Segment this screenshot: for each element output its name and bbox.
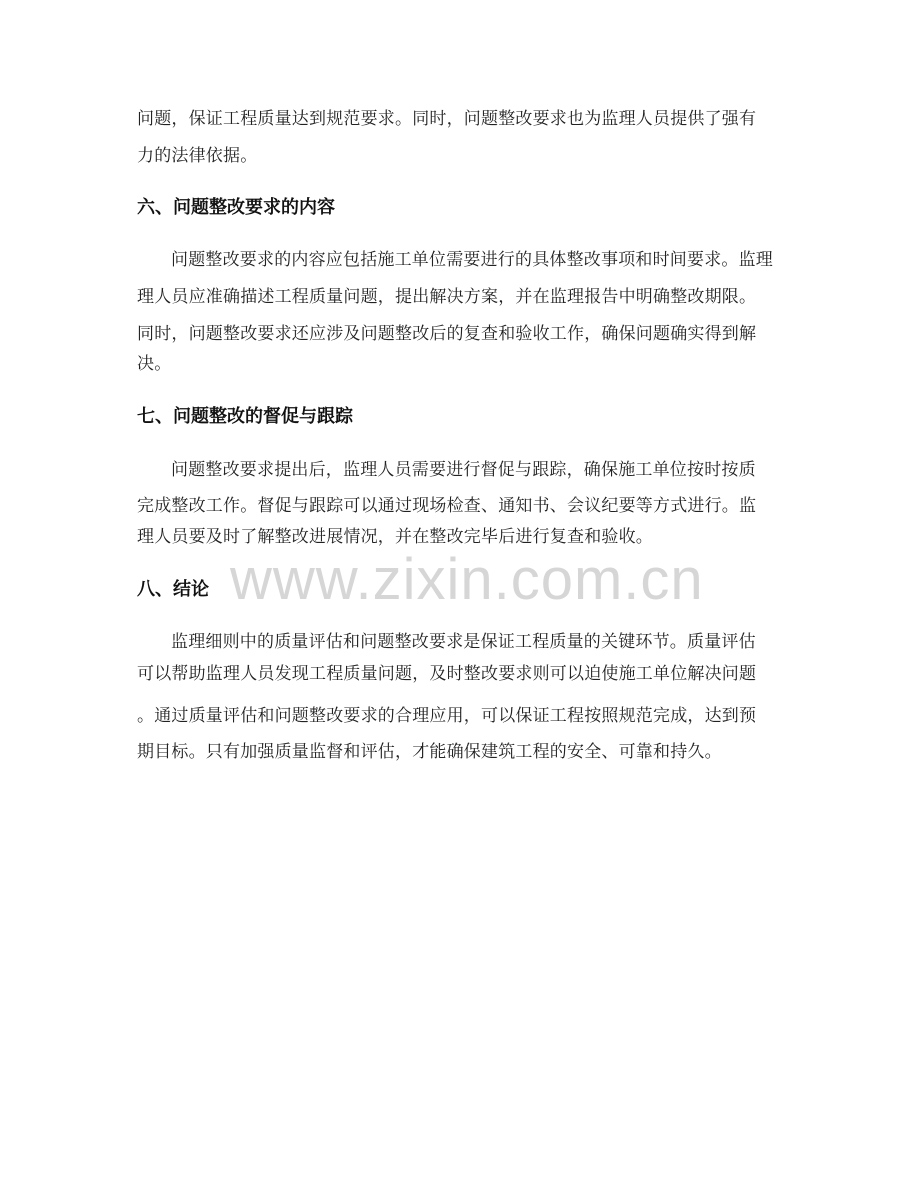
section-heading-8: 八、结论 [137, 579, 209, 600]
section-7-line-3: 理人员要及时了解整改进展情况，并在整改完毕后进行复查和验收。 [137, 527, 653, 547]
section-6-line-4: 决。 [137, 354, 172, 374]
section-heading-7: 七、问题整改的督促与跟踪 [137, 406, 353, 427]
section-6-line-2: 理人员应准确描述工程质量问题，提出解决方案，并在监理报告中明确整改期限。 [137, 287, 757, 307]
section-8-line-4: 期目标。只有加强质量监督和评估，才能确保建筑工程的安全、可靠和持久。 [137, 742, 722, 762]
watermark: www.zixin.com.cn [230, 547, 704, 612]
section-7-line-2: 完成整改工作。督促与跟踪可以通过现场检查、通知书、会议纪要等方式进行。监 [137, 496, 757, 516]
section-heading-6: 六、问题整改要求的内容 [137, 197, 335, 218]
section-8-line-3: 。通过质量评估和问题整改要求的合理应用，可以保证工程按照规范完成，达到预 [137, 706, 757, 726]
section-6-line-1: 问题整改要求的内容应包括施工单位需要进行的具体整改事项和时间要求。监理 [171, 250, 773, 270]
section-8-line-1: 监理细则中的质量评估和问题整改要求是保证工程质量的关键环节。质量评估 [171, 632, 756, 652]
section-6-line-3: 同时，问题整改要求还应涉及问题整改后的复查和验收工作，确保问题确实得到解 [137, 324, 757, 344]
section-8-line-2: 可以帮助监理人员发现工程质量问题，及时整改要求则可以迫使施工单位解决问题 [137, 664, 757, 684]
section-7-line-1: 问题整改要求提出后，监理人员需要进行督促与跟踪，确保施工单位按时按质 [171, 460, 756, 480]
intro-line-2: 力的法律依据。 [137, 146, 258, 166]
intro-line-1: 问题，保证工程质量达到规范要求。同时，问题整改要求也为监理人员提供了强有 [137, 109, 757, 129]
